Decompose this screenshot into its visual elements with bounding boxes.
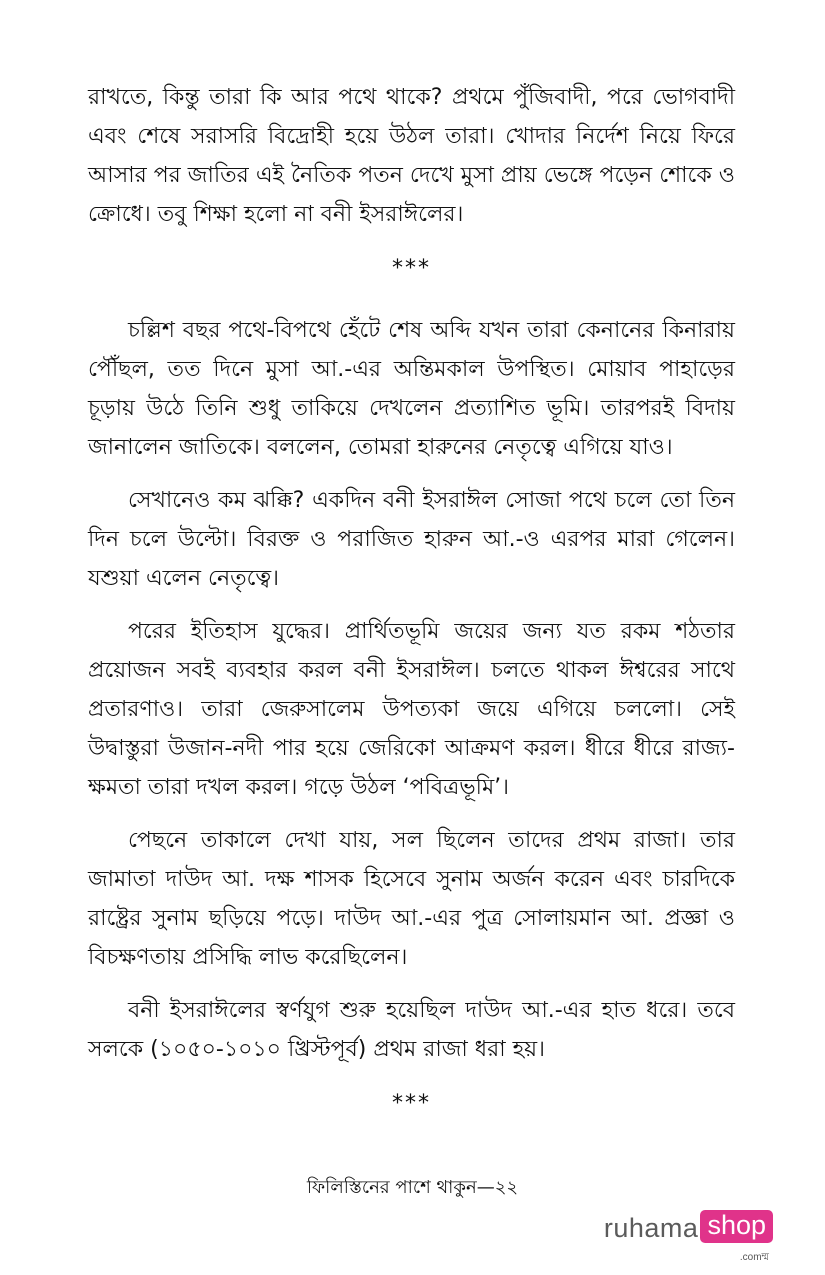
logo-domain-text: .comম্ম [739,1252,769,1263]
section-separator-2: *** [392,1091,431,1116]
logo-shop-badge [700,1210,773,1263]
section-separator-1: *** [392,256,431,281]
paragraph-2: চল্লিশ বছর পথে-বিপথে হেঁটে শেষ অব্দি যখন তারা কেনানের কিনারায় পৌঁছল, তত দিনে মুসা আ.-এর অন্তিমকাল উপস্থিত। মোয়াব পাহাড়ের চূড়ায় উঠে তিনি শুধু তাকিয়ে দেখলেন প্রত্যাশিত ভূমি। তারপরই বিদায় জানালেন জাতিকে। বললেন, তোমরা হারুনের নেতৃত্বে এগিয়ে যাও। [88,318,735,460]
paragraph-1: রাখতে, কিন্তু তারা কি আর পথে থাকে? প্রথমে পুঁজিবাদী, পরে ভোগবাদী এবং শেষে সরাসরি বিদ্রোহী হয়ে উঠল তারা। খোদার নির্দেশ নিয়ে ফিরে আসার পর জাতির এই নৈতিক পতন দেখে মুসা প্রায় ভেঙ্গে পড়েন শোকে ও ক্রোধে। তবু শিক্ষা হলো না বনী ইসরাঈলের। [88,85,735,227]
paragraph-6: বনী ইসরাঈলের স্বর্ণযুগ শুরু হয়েছিল দাউদ আ.-এর হাত ধরে। তবে সলকে (১০৫০-১০১০ খ্রিস্টপূর্ব) প্রথম রাজা ধরা হয়। [88,998,735,1062]
logo-text: ruhama [603,1213,699,1243]
paragraph-3: সেখানেও কম ঝক্কি? একদিন বনী ইসরাঈল সোজা পথে চলে তো তিন দিন চলে উল্টো। বিরক্ত ও পরাজিত হারুন আ.-ও এরপর মারা গেলেন। যশুয়া এলেন নেতৃত্বে। [88,488,735,591]
paragraph-4: পরের ইতিহাস যুদ্ধের। প্রার্থিতভূমি জয়ের জন্য যত রকম শঠতার প্রয়োজন সবই ব্যবহার করল বনী ইসরাঈল। চলতে থাকল ঈশ্বরের সাথে প্রতারণাও। তারা জেরুসালেম উপত্যকা জয়ে এগিয়ে চললো। সেই উদ্বাস্তুরা উজান-নদী পার হয়ে জেরিকো আক্রমণ করল। ধীরে ধীরে রাজ্য-ক্ষমতা তারা দখল করল। গড়ে উঠল ‘পবিত্রভূমি’। [88,619,735,800]
ruhamashop-logo [603,1210,773,1263]
logo-shop-text: shop [707,1210,766,1240]
paragraph-5: পেছনে তাকালে দেখা যায়, সল ছিলেন তাদের প্রথম রাজা। তার জামাতা দাউদ আ. দক্ষ শাসক হিসেবে সুনাম অর্জন করেন এবং চারদিকে রাষ্ট্রের সুনাম ছড়িয়ে পড়ে। দাউদ আ.-এর পুত্র সোলায়মান আ. প্রজ্ঞা ও বিচক্ষণতায় প্রসিদ্ধি লাভ করেছিলেন। [88,828,735,970]
page-footer: ফিলিস্তিনের পাশে থাকুন—২২ [306,1177,519,1198]
page-body [88,78,735,1146]
